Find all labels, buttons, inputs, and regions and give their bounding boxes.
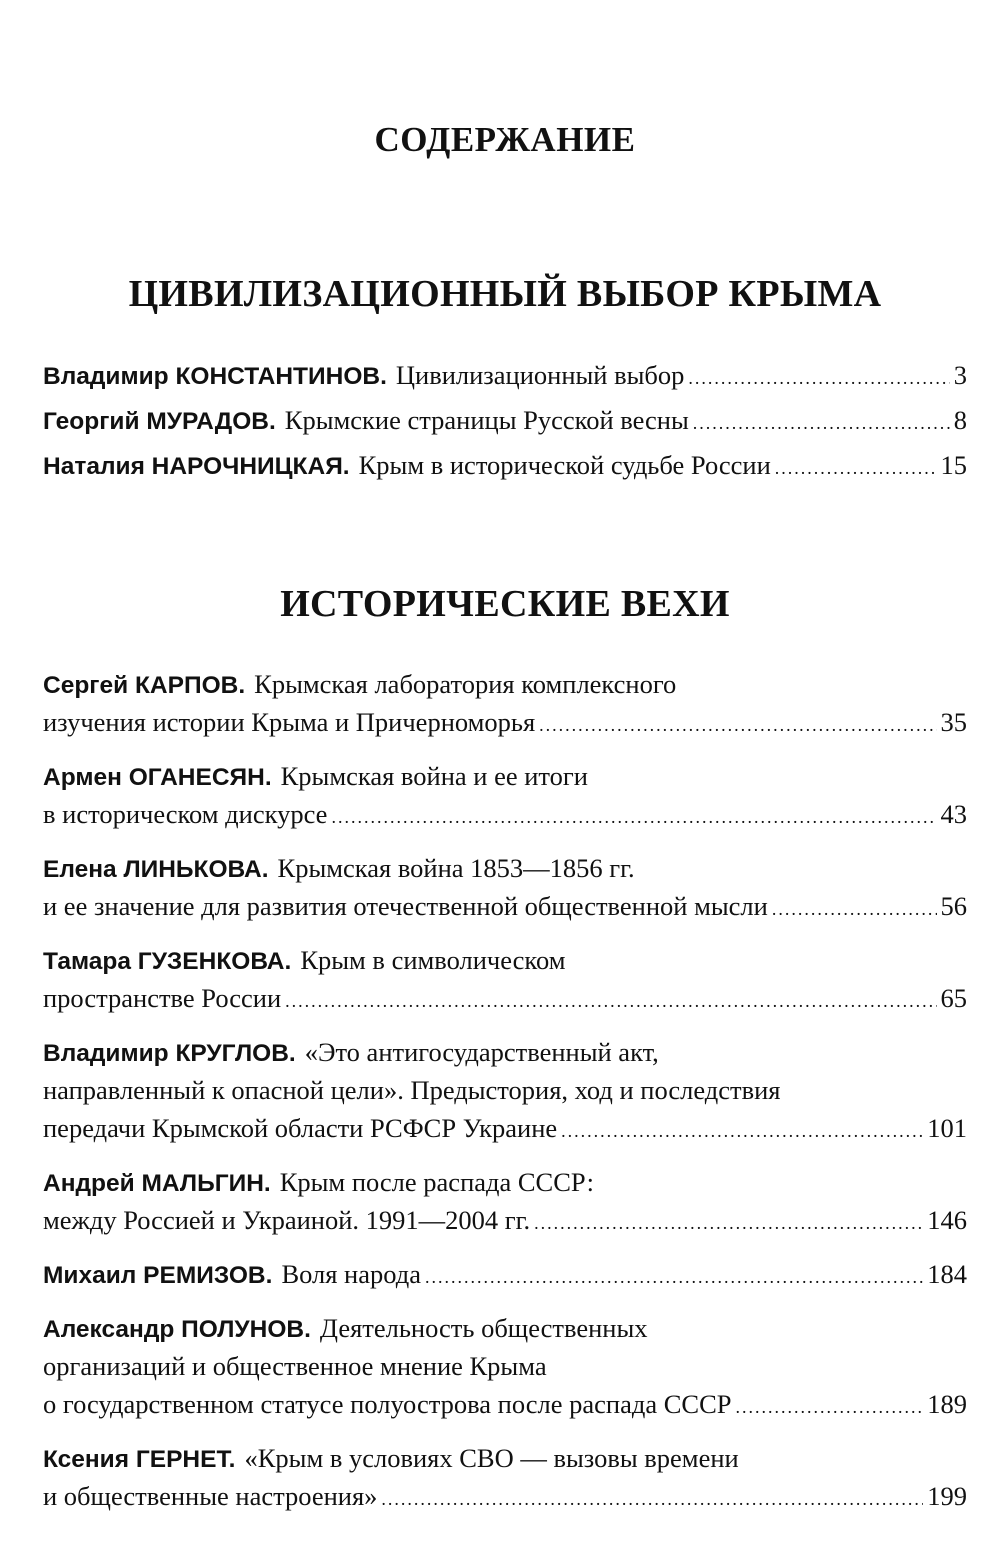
article-title: между Россией и Украиной. 1991—2004 гг.	[43, 1205, 531, 1235]
toc-entry	[43, 665, 967, 741]
toc-entry-line	[43, 356, 967, 394]
toc-entry-line	[43, 665, 967, 703]
dot-leader	[688, 359, 949, 394]
author-name: Андрей МАЛЬГИН.	[43, 1170, 271, 1197]
article-title: и ее значение для развития отечественной общественной мысли	[43, 891, 768, 921]
toc-entry-line	[43, 1439, 967, 1477]
toc-entry-line	[43, 979, 967, 1017]
article-title: Крымская война и ее итоги	[280, 761, 588, 791]
page-number: 43	[940, 799, 967, 829]
dot-leader	[425, 1258, 923, 1293]
toc-entry-line	[43, 401, 967, 439]
article-title: Деятельность общественных	[319, 1313, 648, 1343]
dot-leader	[381, 1480, 923, 1515]
toc-entry-line	[43, 1385, 967, 1423]
page-number: 65	[940, 983, 967, 1013]
toc-entry	[43, 941, 967, 1017]
author-name: Армен ОГАНЕСЯН.	[43, 764, 272, 791]
author-name: Ксения ГЕРНЕТ.	[43, 1446, 236, 1473]
article-title: направленный к опасной цели». Предыстория, ход и последствия	[43, 1075, 781, 1105]
toc-entry-line	[43, 757, 967, 795]
author-name: Михаил РЕМИЗОВ.	[43, 1262, 273, 1289]
page-number: 35	[940, 707, 967, 737]
section-title: ЦИВИЛИЗАЦИОННЫЙ ВЫБОР КРЫМА	[128, 273, 882, 315]
article-title: изучения истории Крыма и Причерноморья	[43, 707, 536, 737]
page-number: 15	[940, 450, 967, 480]
dot-leader	[331, 798, 936, 833]
toc-entry	[43, 401, 967, 439]
article-title: «Крым в условиях СВО — вызовы времени	[244, 1443, 739, 1473]
author-name: Александр ПОЛУНОВ.	[43, 1316, 311, 1343]
toc-entry-line	[43, 1163, 967, 1201]
toc-entry	[43, 849, 967, 925]
section-entries	[43, 665, 967, 1531]
author-name: Владимир КРУГЛОВ.	[43, 1040, 296, 1067]
toc-entry	[43, 1033, 967, 1147]
article-title: передачи Крымской области РСФСР Украине	[43, 1113, 558, 1143]
article-title: Крымские страницы Русской весны	[284, 405, 689, 435]
toc-entry-line	[43, 1201, 967, 1239]
toc-entry	[43, 1439, 967, 1515]
page-number: 101	[927, 1113, 967, 1143]
article-title: Крымская лаборатория комплексного	[254, 669, 677, 699]
toc-entry-line	[43, 941, 967, 979]
page-number: 184	[927, 1259, 967, 1289]
article-title: Крым после распада СССР:	[279, 1167, 594, 1197]
author-name: Георгий МУРАДОВ.	[43, 408, 276, 435]
article-title: пространстве России	[43, 983, 282, 1013]
dot-leader	[772, 890, 937, 925]
page-title: СОДЕРЖАНИЕ	[374, 120, 636, 159]
dot-leader	[775, 449, 937, 484]
toc-page	[43, 0, 967, 1567]
toc-entry-line	[43, 703, 967, 741]
dot-leader	[561, 1112, 923, 1147]
toc-entry-line	[43, 887, 967, 925]
dot-leader	[285, 982, 936, 1017]
page-number: 146	[927, 1205, 967, 1235]
dot-leader	[693, 404, 950, 439]
toc-entry	[43, 446, 967, 484]
author-name: Владимир КОНСТАНТИНОВ.	[43, 363, 387, 390]
article-title: в историческом дискурсе	[43, 799, 328, 829]
page-number: 56	[940, 891, 967, 921]
toc-entry-line	[43, 795, 967, 833]
section-entries	[43, 356, 967, 491]
article-title: организаций и общественное мнение Крыма	[43, 1351, 547, 1381]
dot-leader	[539, 706, 936, 741]
author-name: Сергей КАРПОВ.	[43, 672, 246, 699]
toc-entry-line	[43, 1109, 967, 1147]
toc-entry	[43, 757, 967, 833]
article-title: Цивилизационный выбор	[395, 360, 685, 390]
article-title: Крым в исторической судьбе России	[358, 450, 771, 480]
article-title: и общественные настроения»	[43, 1481, 378, 1511]
author-name: Тамара ГУЗЕНКОВА.	[43, 948, 292, 975]
toc-entry-line	[43, 446, 967, 484]
toc-entry-line	[43, 1347, 967, 1385]
toc-entry	[43, 1255, 967, 1293]
author-name: Елена ЛИНЬКОВА.	[43, 856, 269, 883]
author-name: Наталия НАРОЧНИЦКАЯ.	[43, 453, 350, 480]
toc-entry	[43, 1163, 967, 1239]
article-title: «Это антигосударственный акт,	[304, 1037, 659, 1067]
page-number: 199	[927, 1481, 967, 1511]
toc-entry-line	[43, 1033, 967, 1071]
toc-entry-line	[43, 1071, 967, 1109]
article-title: Крымская война 1853—1856 гг.	[277, 853, 635, 883]
article-title: Крым в символическом	[300, 945, 566, 975]
article-title: Воля народа	[281, 1259, 421, 1289]
toc-entry-line	[43, 1477, 967, 1515]
dot-leader	[534, 1204, 923, 1239]
dot-leader	[735, 1388, 923, 1423]
article-title: о государственном статусе полуострова после распада СССР	[43, 1389, 732, 1419]
toc-entry	[43, 356, 967, 394]
toc-entry-line	[43, 849, 967, 887]
page-number: 3	[953, 360, 967, 390]
toc-entry	[43, 1309, 967, 1423]
toc-entry-line	[43, 1309, 967, 1347]
section-title: ИСТОРИЧЕСКИЕ ВЕХИ	[280, 583, 730, 625]
page-number: 8	[953, 405, 967, 435]
page-number: 189	[927, 1389, 967, 1419]
toc-entry-line	[43, 1255, 967, 1293]
